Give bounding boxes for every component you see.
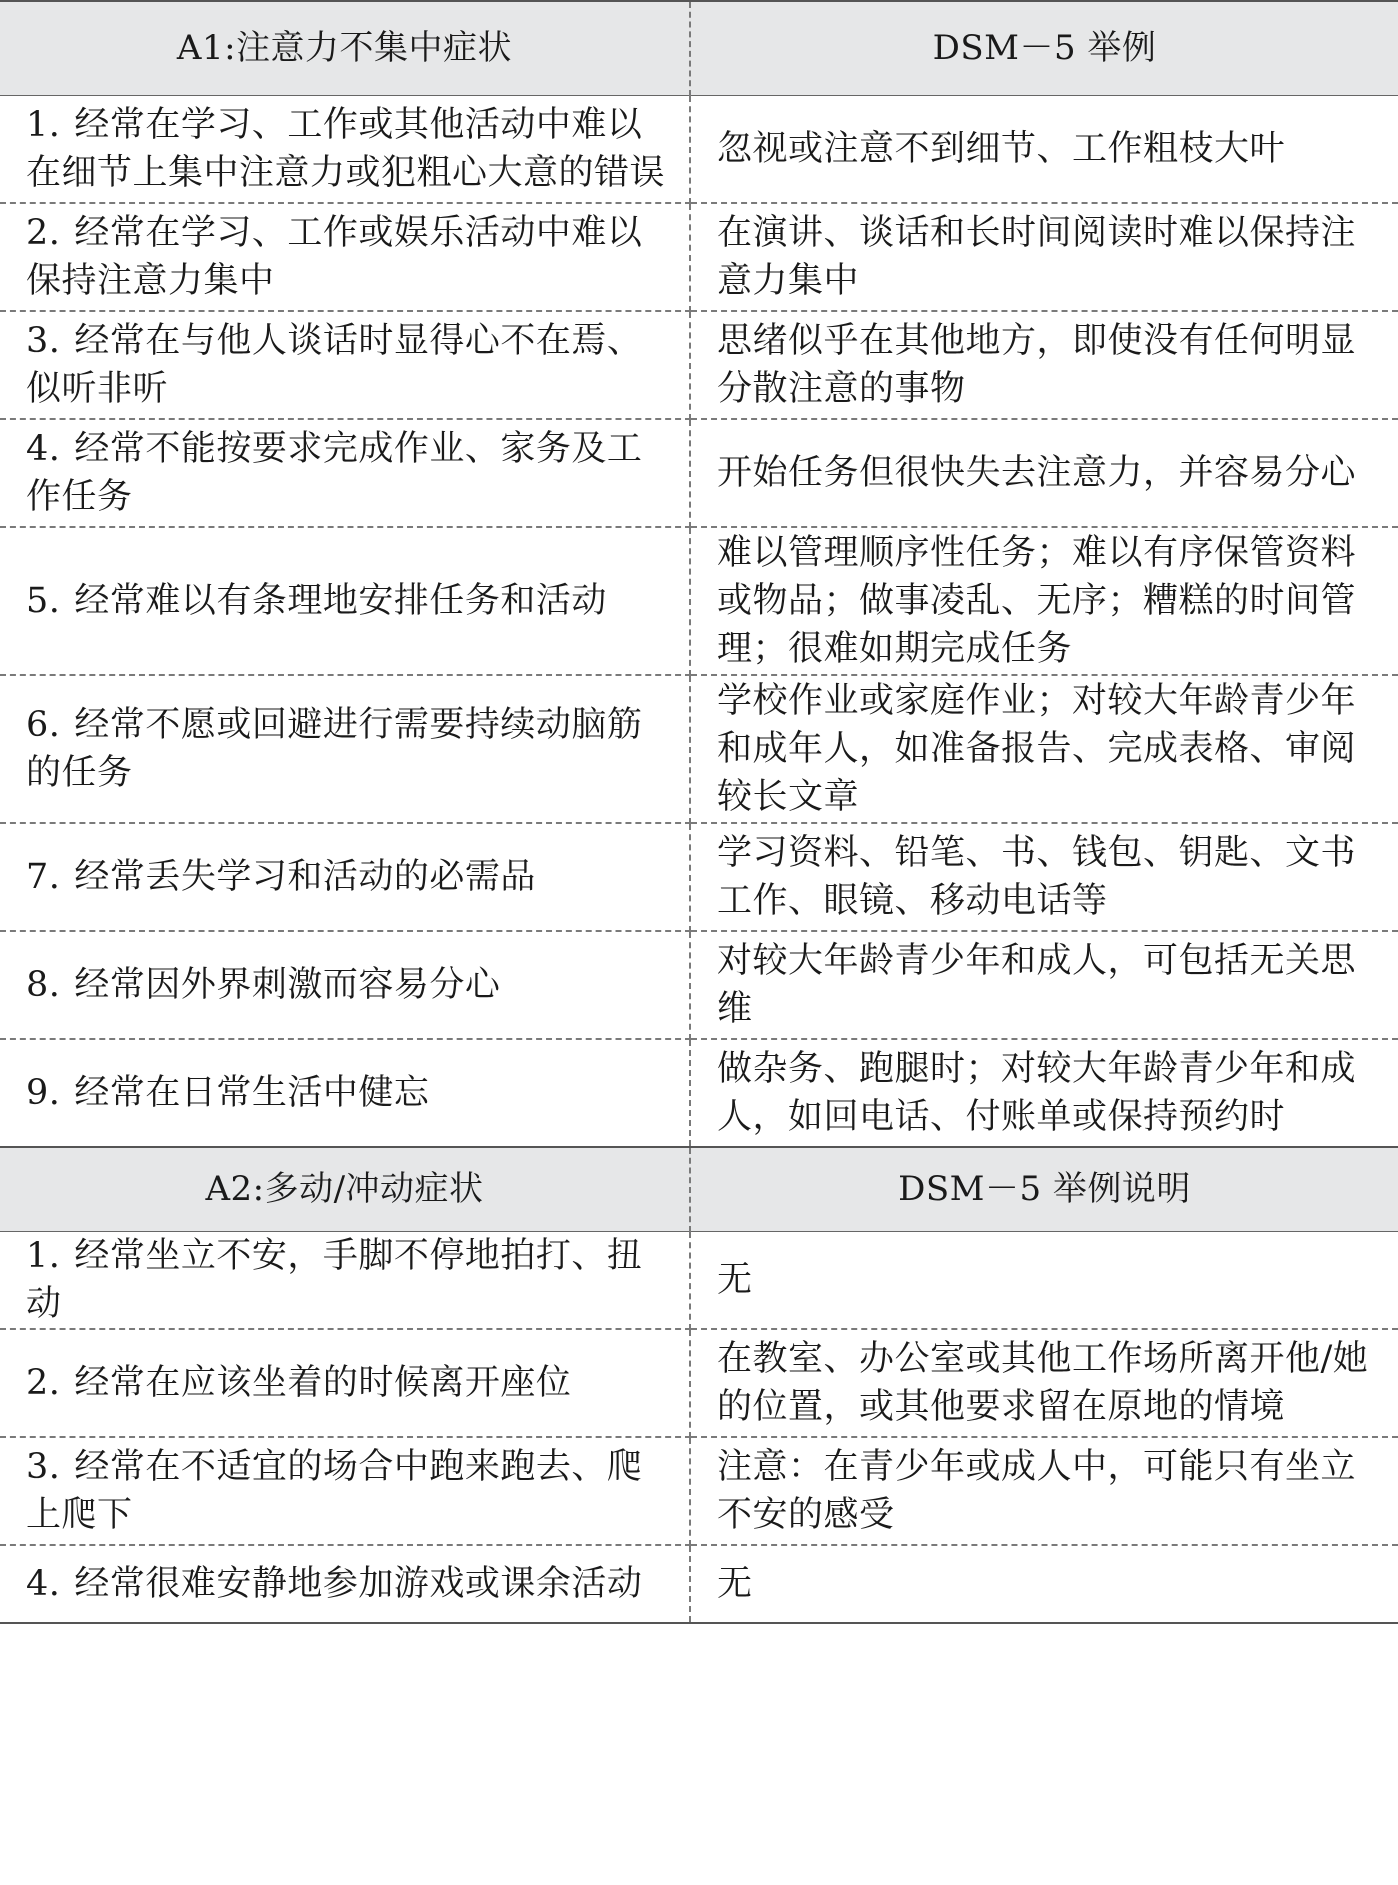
header-example-column: DSM－5 举例说明	[690, 1147, 1398, 1231]
symptom-cell	[0, 823, 690, 931]
example-cell: 无	[690, 1545, 1398, 1623]
example-cell: 在演讲、谈话和长时间阅读时难以保持注意力集中	[690, 203, 1398, 311]
example-cell: 对较大年龄青少年和成人，可包括无关思维	[690, 931, 1398, 1039]
header-symptom-column: A2:多动/冲动症状	[0, 1147, 690, 1231]
table-row	[0, 675, 1398, 823]
table-row	[0, 1231, 1398, 1329]
symptom-text: 经常在不适宜的场合中跑来跑去、爬上爬下	[26, 1446, 643, 1535]
symptom-text: 经常坐立不安，手脚不停地拍打、扭动	[26, 1235, 643, 1324]
table-row	[0, 823, 1398, 931]
table-row	[0, 1437, 1398, 1545]
header-example-column: DSM－5 举例	[690, 1, 1398, 95]
item-number: 4.	[26, 1563, 61, 1604]
item-number: 3.	[26, 1446, 61, 1487]
table-row	[0, 419, 1398, 527]
item-number: 3.	[26, 321, 61, 361]
symptom-text: 经常在应该坐着的时候离开座位	[74, 1362, 572, 1403]
item-number: 2.	[26, 213, 61, 253]
section-header-a2	[0, 1147, 1398, 1231]
symptom-cell	[0, 1437, 690, 1545]
example-cell: 思绪似乎在其他地方，即使没有任何明显分散注意的事物	[690, 311, 1398, 419]
example-cell: 做杂务、跑腿时；对较大年龄青少年和成人，如回电话、付账单或保持预约时	[690, 1039, 1398, 1147]
symptom-cell	[0, 95, 690, 203]
item-number: 7.	[26, 857, 61, 897]
section-header-a1	[0, 1, 1398, 95]
symptom-cell	[0, 527, 690, 675]
symptom-text: 经常在学习、工作或娱乐活动中难以保持注意力集中	[26, 213, 643, 301]
item-number: 2.	[26, 1362, 61, 1403]
example-cell: 学校作业或家庭作业；对较大年龄青少年和成年人，如准备报告、完成表格、审阅较长文章	[690, 675, 1398, 823]
symptom-cell	[0, 1329, 690, 1437]
symptom-cell	[0, 1039, 690, 1147]
item-number: 1.	[26, 104, 61, 145]
symptom-text: 经常丢失学习和活动的必需品	[74, 857, 536, 897]
item-number: 4.	[26, 429, 61, 469]
example-cell: 在教室、办公室或其他工作场所离开他/她的位置，或其他要求留在原地的情境	[690, 1329, 1398, 1437]
table-row	[0, 311, 1398, 419]
table-row	[0, 1329, 1398, 1437]
header-symptom-column: A1:注意力不集中症状	[0, 1, 690, 95]
table-row	[0, 527, 1398, 675]
symptom-cell	[0, 931, 690, 1039]
item-number: 1.	[26, 1235, 61, 1276]
symptom-cell	[0, 203, 690, 311]
symptom-cell	[0, 675, 690, 823]
table-row	[0, 203, 1398, 311]
symptom-text: 经常很难安静地参加游戏或课余活动	[74, 1563, 643, 1604]
example-cell: 无	[690, 1231, 1398, 1329]
example-cell: 难以管理顺序性任务；难以有序保管资料或物品；做事凌乱、无序；糟糕的时间管理；很难如期完成任务	[690, 527, 1398, 675]
symptom-text: 经常因外界刺激而容易分心	[74, 965, 501, 1005]
table-row	[0, 95, 1398, 203]
symptom-text: 经常在日常生活中健忘	[74, 1073, 430, 1113]
example-cell: 开始任务但很快失去注意力，并容易分心	[690, 419, 1398, 527]
table-row	[0, 931, 1398, 1039]
example-cell: 注意：在青少年或成人中，可能只有坐立不安的感受	[690, 1437, 1398, 1545]
symptom-cell	[0, 1545, 690, 1623]
symptom-cell	[0, 419, 690, 527]
table-row	[0, 1545, 1398, 1623]
symptom-cell	[0, 1231, 690, 1329]
example-cell: 学习资料、铅笔、书、钱包、钥匙、文书工作、眼镜、移动电话等	[690, 823, 1398, 931]
symptom-text: 经常难以有条理地安排任务和活动	[74, 581, 607, 621]
item-number: 5.	[26, 581, 61, 621]
symptom-text: 经常在与他人谈话时显得心不在焉、似听非听	[26, 321, 643, 409]
symptom-text: 经常不能按要求完成作业、家务及工作任务	[26, 429, 643, 517]
item-number: 8.	[26, 965, 61, 1005]
item-number: 6.	[26, 705, 61, 745]
table-row	[0, 1039, 1398, 1147]
symptom-text: 经常在学习、工作或其他活动中难以在细节上集中注意力或犯粗心大意的错误	[26, 104, 666, 193]
symptom-text: 经常不愿或回避进行需要持续动脑筋的任务	[26, 705, 643, 793]
item-number: 9.	[26, 1073, 61, 1113]
symptom-cell	[0, 311, 690, 419]
example-cell: 忽视或注意不到细节、工作粗枝大叶	[690, 95, 1398, 203]
